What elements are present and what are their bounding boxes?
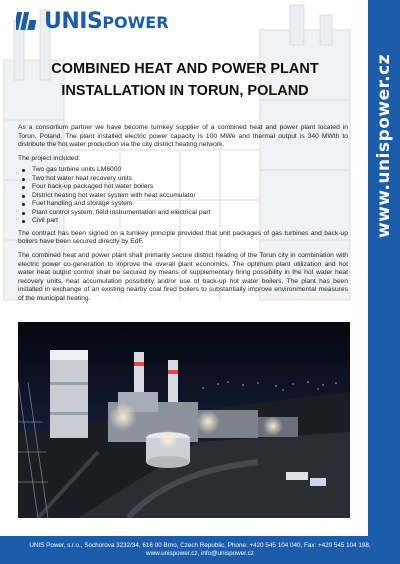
- unis-power-logo: [16, 6, 169, 36]
- list-item: Plant control system, field instrumentation and electrical part: [32, 209, 348, 218]
- description-paragraph: The combined heat and power plant shall primarily secure district heating of the Torun city in combination with electric power co-generation to improve the overall plant economics. The optimum plant utilization and hot water heat output control shall be secured by means of supplementary firing possibility in the hot water heat recovery units, heat accumulation possibility and/or use of back-up hot water boilers. The plant has been installed in exchange of an existing nearby coal fired boilers to substantially improve environmental measures of the municipal heating.: [18, 252, 348, 303]
- list-item: Four back-up packaged hot water boilers: [32, 183, 348, 192]
- contract-paragraph: The contract has been signed on a turnkey principle provided that unit packages of gas turbines and back-up boilers have been secured directly by EdF.: [18, 229, 348, 246]
- list-item: Civil part: [32, 217, 348, 226]
- body-text: [18, 124, 348, 309]
- side-website-url[interactable]: [372, 36, 396, 256]
- intro-paragraph: As a consortium partner we have become turnkey supplier of a combined heat and power plant located in Torun, Poland. The plant installed electric power capacity is 100 MWe and thermal output is 340 MWth to distribute the hot water production via the city district heating network.: [18, 124, 348, 149]
- footer-address: UNIS Power, s.r.o., Sochorova 3232/34, 616 00 Brno, Czech Republic, Phone: +420 545 104 040, Fax: +420 545 104 198,: [29, 542, 371, 549]
- plant-photo-illustration: [18, 322, 350, 518]
- side-brand-band: [368, 0, 400, 536]
- logo-wordmark: UNISPOWER: [44, 8, 169, 34]
- list-item: Fuel handling and storage system: [32, 200, 348, 209]
- plant-night-photo: [18, 322, 350, 518]
- title-line-1: COMBINED HEAT AND POWER PLANT: [51, 61, 319, 77]
- project-items-list: [18, 166, 348, 226]
- list-item: District heating hot water system with heat accumulator: [32, 192, 348, 201]
- page-title: [20, 58, 350, 102]
- footer-contact: [0, 536, 400, 564]
- project-included-label: The project included:: [18, 154, 81, 162]
- list-item: Two gas turbine units LM6000: [32, 166, 348, 175]
- side-url-text[interactable]: www.unispower.cz: [374, 53, 395, 239]
- footer-links[interactable]: www.unispower.cz, info@unispower.cz: [146, 550, 254, 557]
- title-line-2: INSTALLATION IN TORUN, POLAND: [61, 83, 309, 99]
- list-item: Two hot water heat recovery units: [32, 175, 348, 184]
- unis-logo-icon: [16, 8, 42, 34]
